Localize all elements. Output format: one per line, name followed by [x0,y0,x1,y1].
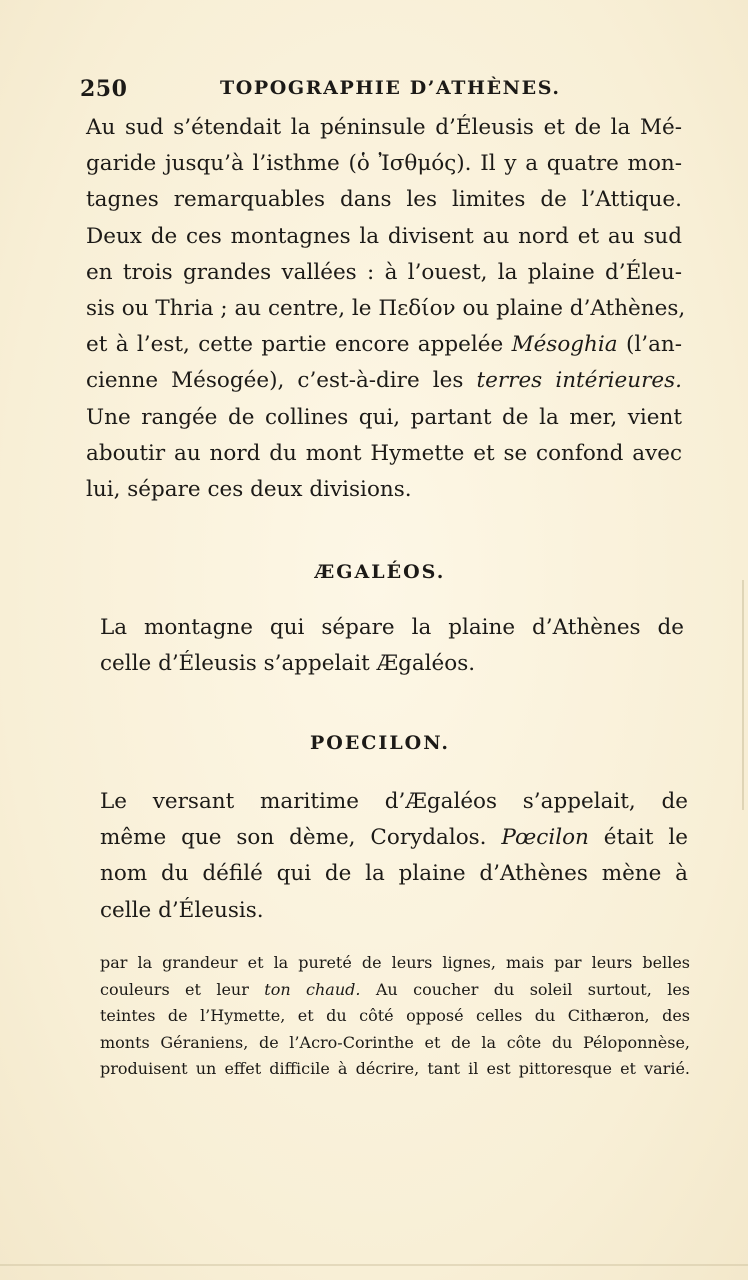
paragraph-attica-geography [86,110,686,508]
footnote-line: par la grandeur et la pureté de leurs lignes, mais par leurs belles [100,953,690,972]
section-title-poecilon: POECILON. [309,732,450,754]
text-fragment: et à l’est, cette partie encore appelée [86,332,512,358]
footnote-line: teintes de l’Hymette, et du côté opposé celles du Cithæron, des [100,1006,690,1025]
page-bottom-edge [0,1264,748,1266]
section-title-aegaleos: ÆGALÉOS. [314,561,446,583]
text-line [86,327,682,363]
text-line: lui, sépare ces deux divisions. [86,477,412,503]
footnote-line: produisent un effet difficile à décrire, tant il est pittoresque et varié. [100,1059,690,1078]
running-title: TOPOGRAPHIE D’ATHÈNES. [220,77,561,99]
text-fragment: Au coucher du soleil surtout, les [360,979,691,999]
text-line: aboutir au nord du mont Hymette et se confond avec [86,440,682,466]
text-line: Deux de ces montagnes la divisent au nord et au sud [86,223,682,249]
text-line [100,820,688,856]
footnote-line: monts Géraniens, de l’Acro-Corinthe et de la côte du Péloponnèse, [100,1032,690,1052]
paragraph-aegaleos [100,610,684,682]
text-line [86,363,682,399]
italic-term-terres-interieures: terres intérieures. [476,368,682,394]
text-fragment: cienne Mésogée), c’est-à-dire les [86,368,477,394]
text-fragment: couleurs et leur [100,979,265,999]
text-line: garide jusqu’à l’isthme (ὁ Ἰσθμός). Il y a quatre mon- [86,151,682,177]
running-header [80,76,680,106]
text-line: Le versant maritime d’Ægaléos s’appelait, de [100,789,688,814]
paragraph-poecilon [100,784,688,929]
text-line: en trois grandes vallées : à l’ouest, la plaine d’Éleu- [86,259,682,285]
footnote [100,950,690,1083]
italic-term-poecilon: Pœcilon [501,825,589,851]
text-line: Au sud s’étendait la péninsule d’Éleusis et de la Mé- [86,115,682,140]
text-line: nom du défilé qui de la plaine d’Athènes mène à [100,861,688,887]
text-fragment: (l’an- [617,332,682,358]
page-edge-shadow [742,580,744,810]
text-fragment: même que son dème, Corydalos. [100,825,487,851]
text-line: La montagne qui sépare la plaine d’Athènes de [100,615,684,640]
text-line: celle d’Éleusis s’appelait Ægaléos. [100,651,476,677]
text-line: Une rangée de collines qui, partant de la mer, vient [86,404,682,430]
italic-term-ton-chaud: ton chaud. [264,979,361,999]
text-line: tagnes remarquables dans les limites de l’Attique. [86,187,682,213]
text-fragment: était le [588,825,688,851]
text-line: celle d’Éleusis. [100,897,264,923]
page-number: 250 [80,76,128,102]
footnote-line [100,977,690,1004]
italic-term-mesoghia: Mésoghia [511,332,618,358]
text-line: sis ou Thria ; au centre, le Πεδίον ou plaine d’Athènes, [86,296,686,322]
